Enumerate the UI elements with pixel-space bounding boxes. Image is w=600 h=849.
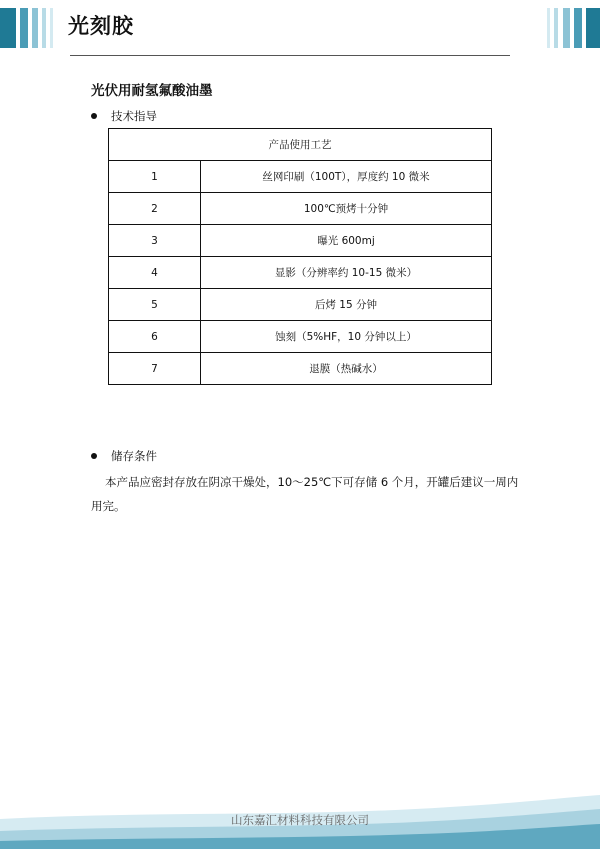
table-row: [109, 257, 492, 289]
header-bars-left: [0, 8, 62, 48]
product-title: 光伏用耐氢氟酸油墨: [91, 83, 213, 99]
table-header: 产品使用工艺: [109, 129, 492, 161]
step-description: 后烤 15 分钟: [201, 289, 492, 321]
step-number: 7: [109, 353, 201, 385]
header-bars-right: [536, 8, 600, 48]
table-row: [109, 161, 492, 193]
process-table: [108, 128, 492, 385]
bullet-icon: [91, 113, 97, 119]
table-row: [109, 353, 492, 385]
step-number: 5: [109, 289, 201, 321]
table-row: [109, 193, 492, 225]
step-description: 丝网印刷（100T），厚度约 10 微米: [201, 161, 492, 193]
table-row: [109, 321, 492, 353]
step-number: 4: [109, 257, 201, 289]
table-row: [109, 289, 492, 321]
step-number: 3: [109, 225, 201, 257]
header-title: 光刻胶: [68, 14, 134, 38]
step-number: 1: [109, 161, 201, 193]
step-description: 曝光 600mj: [201, 225, 492, 257]
header-divider: [70, 55, 510, 56]
bullet-icon: [91, 453, 97, 459]
technical-heading-text: 技术指导: [111, 109, 157, 123]
footer-company-name: 山东嘉汇材料科技有限公司: [231, 813, 369, 827]
storage-paragraph: 本产品应密封存放在阴凉干燥处，10～25℃下可存储 6 个月，开罐后建议一周内用完。: [91, 475, 519, 513]
step-description: 100℃预烤十分钟: [201, 193, 492, 225]
step-number: 2: [109, 193, 201, 225]
storage-heading: [91, 448, 157, 464]
step-number: 6: [109, 321, 201, 353]
storage-heading-text: 储存条件: [111, 449, 157, 463]
technical-heading: [91, 108, 157, 124]
step-description: 蚀刻（5%HF，10 分钟以上）: [201, 321, 492, 353]
step-description: 退膜（热碱水）: [201, 353, 492, 385]
table-row: [109, 225, 492, 257]
step-description: 显影（分辨率约 10-15 微米）: [201, 257, 492, 289]
